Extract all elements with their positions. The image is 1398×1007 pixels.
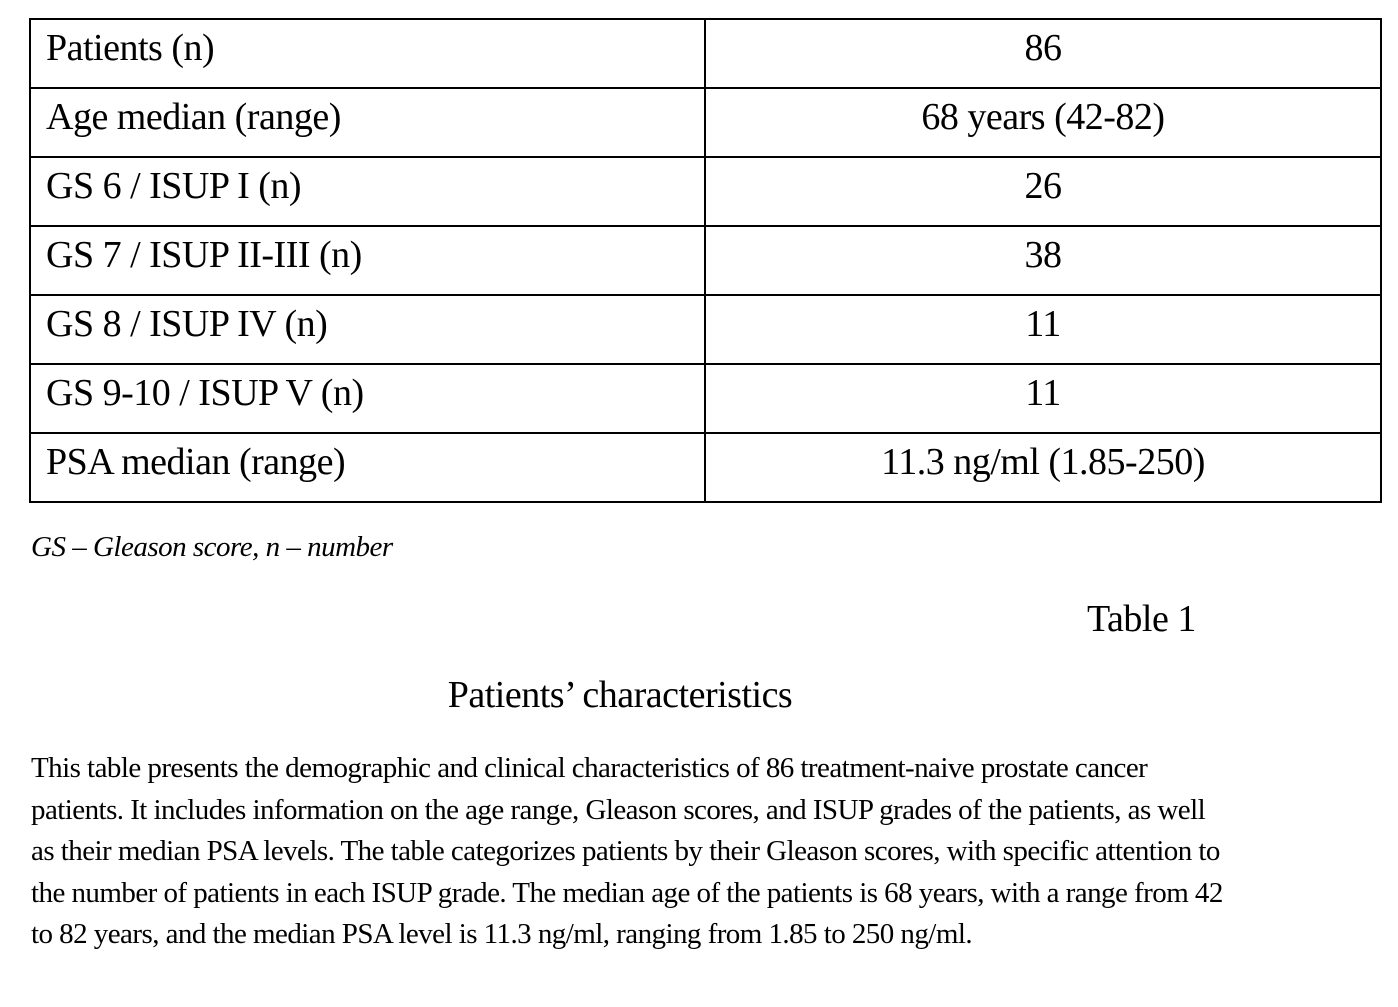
row-label: GS 9-10 / ISUP V (n) <box>30 364 705 433</box>
row-label: GS 8 / ISUP IV (n) <box>30 295 705 364</box>
row-label: PSA median (range) <box>30 433 705 502</box>
table-row <box>30 433 1381 502</box>
row-label: GS 7 / ISUP II-III (n) <box>30 226 705 295</box>
table-row <box>30 226 1381 295</box>
table-description: This table presents the demographic and clinical characteristics of 86 treatment-naive prostate cancer patients. It includes information on the age range, Gleason scores, and ISUP grades of the patients, as well as their median PSA levels. The table categorizes patients by their Gleason scores, with specific attention to the number of patients in each ISUP grade. The median age of the patients is 68 years, with a range from 42 to 82 years, and the median PSA level is 11.3 ng/ml, ranging from 1.85 to 250 ng/ml. <box>31 752 1223 950</box>
table-row <box>30 364 1381 433</box>
patient-characteristics-table <box>29 18 1382 503</box>
row-value: 86 <box>705 19 1381 88</box>
row-label: GS 6 / ISUP I (n) <box>30 157 705 226</box>
table-row <box>30 157 1381 226</box>
table-title: Patients’ characteristics <box>447 674 793 716</box>
table-row <box>30 295 1381 364</box>
table-footnote: GS – Gleason score, n – number <box>31 531 393 563</box>
row-label: Patients (n) <box>30 19 705 88</box>
table-row <box>30 88 1381 157</box>
row-value: 68 years (42-82) <box>705 88 1381 157</box>
row-value: 11 <box>705 364 1381 433</box>
row-value: 11.3 ng/ml (1.85-250) <box>705 433 1381 502</box>
table-row <box>30 19 1381 88</box>
row-value: 38 <box>705 226 1381 295</box>
row-label: Age median (range) <box>30 88 705 157</box>
row-value: 11 <box>705 295 1381 364</box>
row-value: 26 <box>705 157 1381 226</box>
table-number: Table 1 <box>1087 598 1196 640</box>
